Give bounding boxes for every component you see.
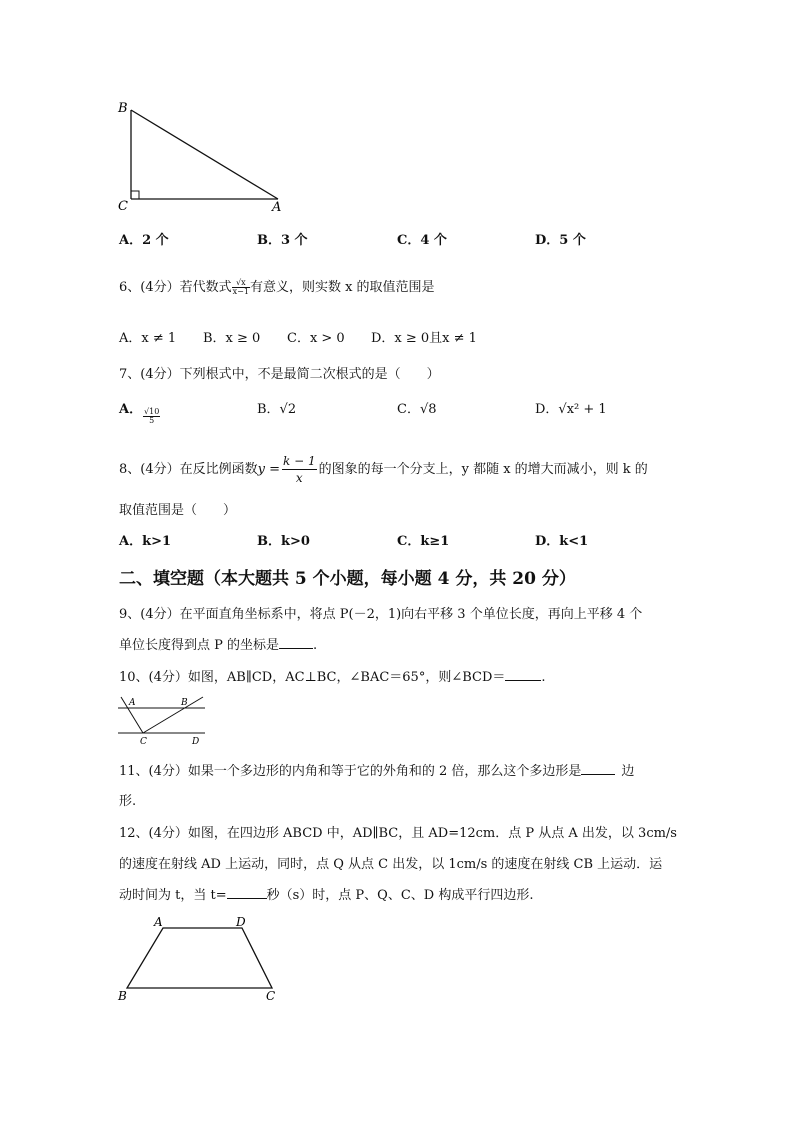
q12-line2: 的速度在射线 AD 上运动，同时，点 Q 从点 C 出发，以 1cm/s 的速度在射线 CB 上运动．运 [119, 857, 663, 872]
segment-bc [143, 697, 203, 733]
label-c: C [118, 199, 128, 214]
q8-option-d: D．k<1 [535, 534, 589, 549]
label-a: A [129, 698, 136, 708]
q6-suffix: 有意义，则实数 x 的取值范围是 [249, 280, 435, 295]
right-triangle-figure [110, 95, 300, 215]
q10-text: 10、(4分）如图，AB∥CD，AC⊥BC，∠BAC＝65°，则∠BCD＝ [119, 670, 506, 685]
answer-blank [505, 668, 541, 681]
label-d: D [236, 915, 246, 929]
label-b: B [118, 989, 127, 1003]
q6-option-d: D．x ≥ 0且x ≠ 1 [371, 331, 477, 346]
answer-blank [279, 636, 313, 649]
q12-line3-end: 秒（s）时，点 P、Q、C、D 构成平行四边形. [266, 888, 534, 903]
q6-prefix: 6、(4分）若代数式 [119, 280, 232, 295]
q12-line1: 12、(4分）如图，在四边形 ABCD 中，AD∥BC，且 AD=12cm．点 P 从点 A 出发，以 3cm/s [119, 826, 677, 841]
answer-blank [581, 762, 615, 775]
q9-line2-end: . [313, 638, 318, 653]
q7-option-a-denominator: 5 [149, 416, 155, 425]
q11-line1 [119, 760, 634, 779]
q9-line2 [119, 634, 317, 653]
q11-text: 11、(4分）如果一个多边形的内角和等于它的外角和的 2 倍，那么这个多边形是 [119, 764, 582, 779]
q11-line2: 形. [119, 794, 137, 809]
q8-suffix: 的图象的每一个分支上，y 都随 x 的增大而减小，则 k 的 [318, 462, 648, 477]
q11-end: 边 [621, 764, 635, 779]
label-c: C [266, 989, 276, 1003]
q8-prefix: 8、(4分）在反比例函数 [119, 462, 258, 477]
q7-option-a-numerator: √10 [144, 407, 160, 416]
q6-stem [119, 276, 435, 296]
q6-option-b: B．x ≥ 0 [203, 331, 261, 346]
q5-option-d: D．5 个 [535, 233, 586, 248]
label-a: A [154, 915, 163, 929]
q9-line1: 9、(4分）在平面直角坐标系中，将点 P(－2，1)向右平移 3 个单位长度，再向上平移 4 个 [119, 607, 643, 622]
q8-frac-numerator: k − 1 [283, 454, 316, 468]
q8-frac-denominator: x [295, 471, 303, 485]
label-c: C [140, 737, 147, 746]
trapezoid-abcd [127, 928, 272, 988]
answer-blank [227, 886, 267, 899]
q8-stem-line1 [119, 453, 648, 486]
q5-option-a: A．2 个 [119, 233, 169, 248]
q8-y-eq: y = [257, 462, 280, 477]
right-angle-mark [131, 191, 139, 199]
q7-option-c: C．√8 [397, 402, 437, 417]
q7-option-a-label: A． [119, 402, 143, 417]
q6-option-a: A．x ≠ 1 [119, 331, 177, 346]
q9-line2-text: 单位长度得到点 P 的坐标是 [119, 638, 280, 653]
q6-fraction [232, 279, 250, 296]
q7-option-d: D．√x² + 1 [535, 402, 607, 417]
q10-stem [119, 666, 546, 685]
q7-option-b: B．√2 [257, 402, 297, 417]
label-b: B [181, 698, 188, 708]
q5-option-b: B．3 个 [257, 233, 308, 248]
section-title: 二、填空题（本大题共 5 个小题，每小题 4 分，共 20 分） [119, 569, 576, 589]
q6-frac-numerator: √x [232, 279, 250, 288]
q8-option-a: A．k>1 [119, 534, 172, 549]
q12-line3 [119, 884, 533, 903]
parallel-lines-figure [115, 694, 210, 746]
label-d: D [192, 737, 200, 746]
q6-option-c: C．x > 0 [287, 331, 345, 346]
side-ab [131, 110, 278, 199]
q12-line3-text: 动时间为 t，当 t= [119, 888, 227, 903]
q8-fraction [282, 453, 317, 486]
q6-frac-denominator: x−1 [232, 287, 249, 296]
label-a: A [272, 200, 282, 215]
trapezoid-figure [112, 910, 287, 1005]
q5-option-c: C．4 个 [397, 233, 447, 248]
q7-stem: 7、(4分）下列根式中，不是最简二次根式的是（ ） [119, 367, 440, 382]
label-b: B [118, 101, 128, 116]
q10-end: . [541, 670, 546, 685]
q8-option-b: B．k>0 [257, 534, 310, 549]
q8-option-c: C．k≥1 [397, 534, 450, 549]
q7-option-a-fraction [143, 408, 160, 425]
q8-stem-line2: 取值范围是（ ） [119, 503, 237, 518]
